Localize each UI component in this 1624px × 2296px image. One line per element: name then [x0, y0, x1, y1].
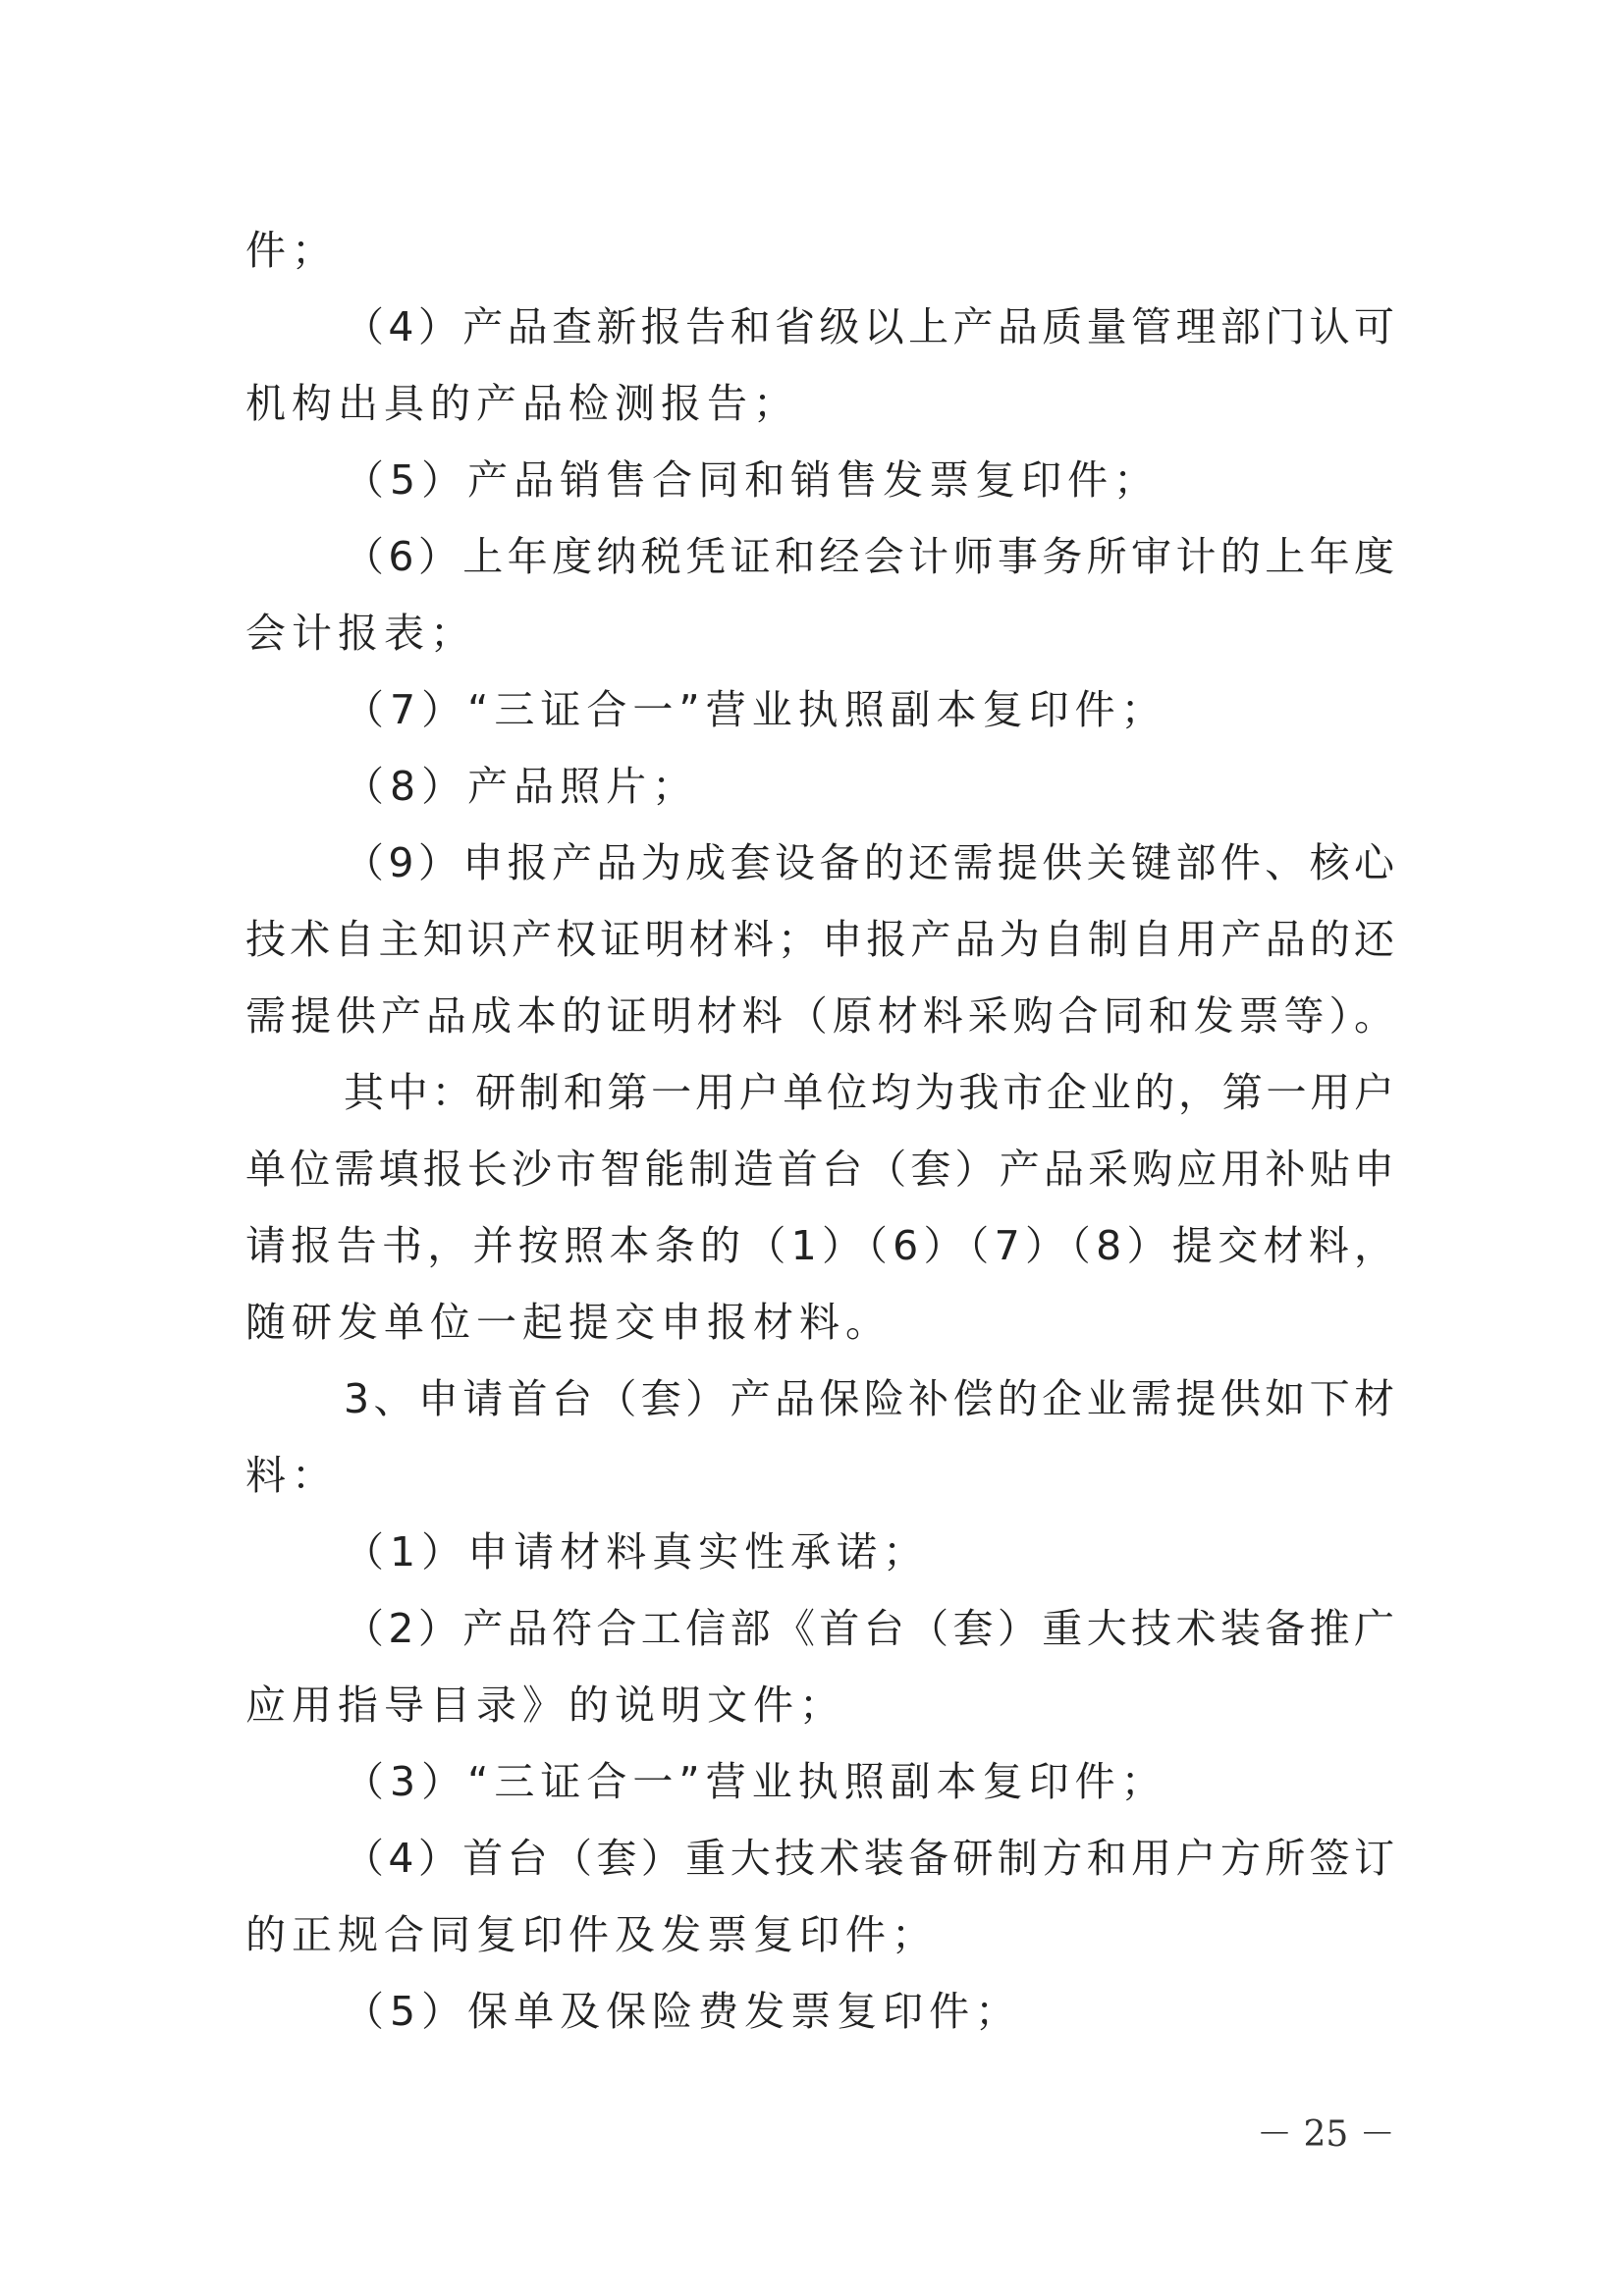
text-line: （1）申请材料真实性承诺；	[344, 1528, 930, 1575]
page-number: － 25 －	[1257, 2114, 1395, 2155]
text-line: （9）申报产品为成套设备的还需提供关键部件、核心	[344, 839, 1394, 886]
text-line: （4）产品查新报告和省级以上产品质量管理部门认可	[344, 303, 1394, 350]
text-line: 随研发单位一起提交申报材料。	[245, 1299, 892, 1346]
text-line: 单位需填报长沙市智能制造首台（套）产品采购应用补贴申	[245, 1146, 1394, 1193]
text-line: （3）“三证合一”营业执照副本复印件；	[344, 1758, 1167, 1805]
text-line: 机构出具的产品检测报告；	[245, 380, 799, 427]
text-line: （5）保单及保险费发票复印件；	[344, 1988, 1022, 2035]
text-line: 料：	[245, 1452, 338, 1499]
text-line: （6）上年度纳税凭证和经会计师事务所审计的上年度	[344, 533, 1394, 580]
text-line: （5）产品销售合同和销售发票复印件；	[344, 456, 1161, 504]
text-line: 会计报表；	[245, 610, 476, 657]
text-line: 请报告书，并按照本条的（1）（6）（7）（8）提交材料，	[245, 1222, 1394, 1269]
text-line: （2）产品符合工信部《首台（套）重大技术装备推广	[344, 1605, 1394, 1652]
text-line: 3、申请首台（套）产品保险补偿的企业需提供如下材	[344, 1375, 1394, 1422]
text-line: 其中：研制和第一用户单位均为我市企业的，第一用户	[344, 1069, 1394, 1116]
text-line: 需提供产品成本的证明材料（原材料采购合同和发票等）。	[245, 992, 1394, 1040]
text-line: 的正规合同复印件及发票复印件；	[245, 1911, 938, 1958]
text-line: （7）“三证合一”营业执照副本复印件；	[344, 686, 1167, 733]
text-line: 技术自主知识产权证明材料；申报产品为自制自用产品的还	[245, 916, 1394, 963]
text-line: （8）产品照片；	[344, 763, 699, 810]
text-line: 应用指导目录》的说明文件；	[245, 1682, 845, 1729]
text-line: （4）首台（套）重大技术装备研制方和用户方所签订	[344, 1835, 1394, 1882]
text-line: 件；	[245, 227, 338, 274]
